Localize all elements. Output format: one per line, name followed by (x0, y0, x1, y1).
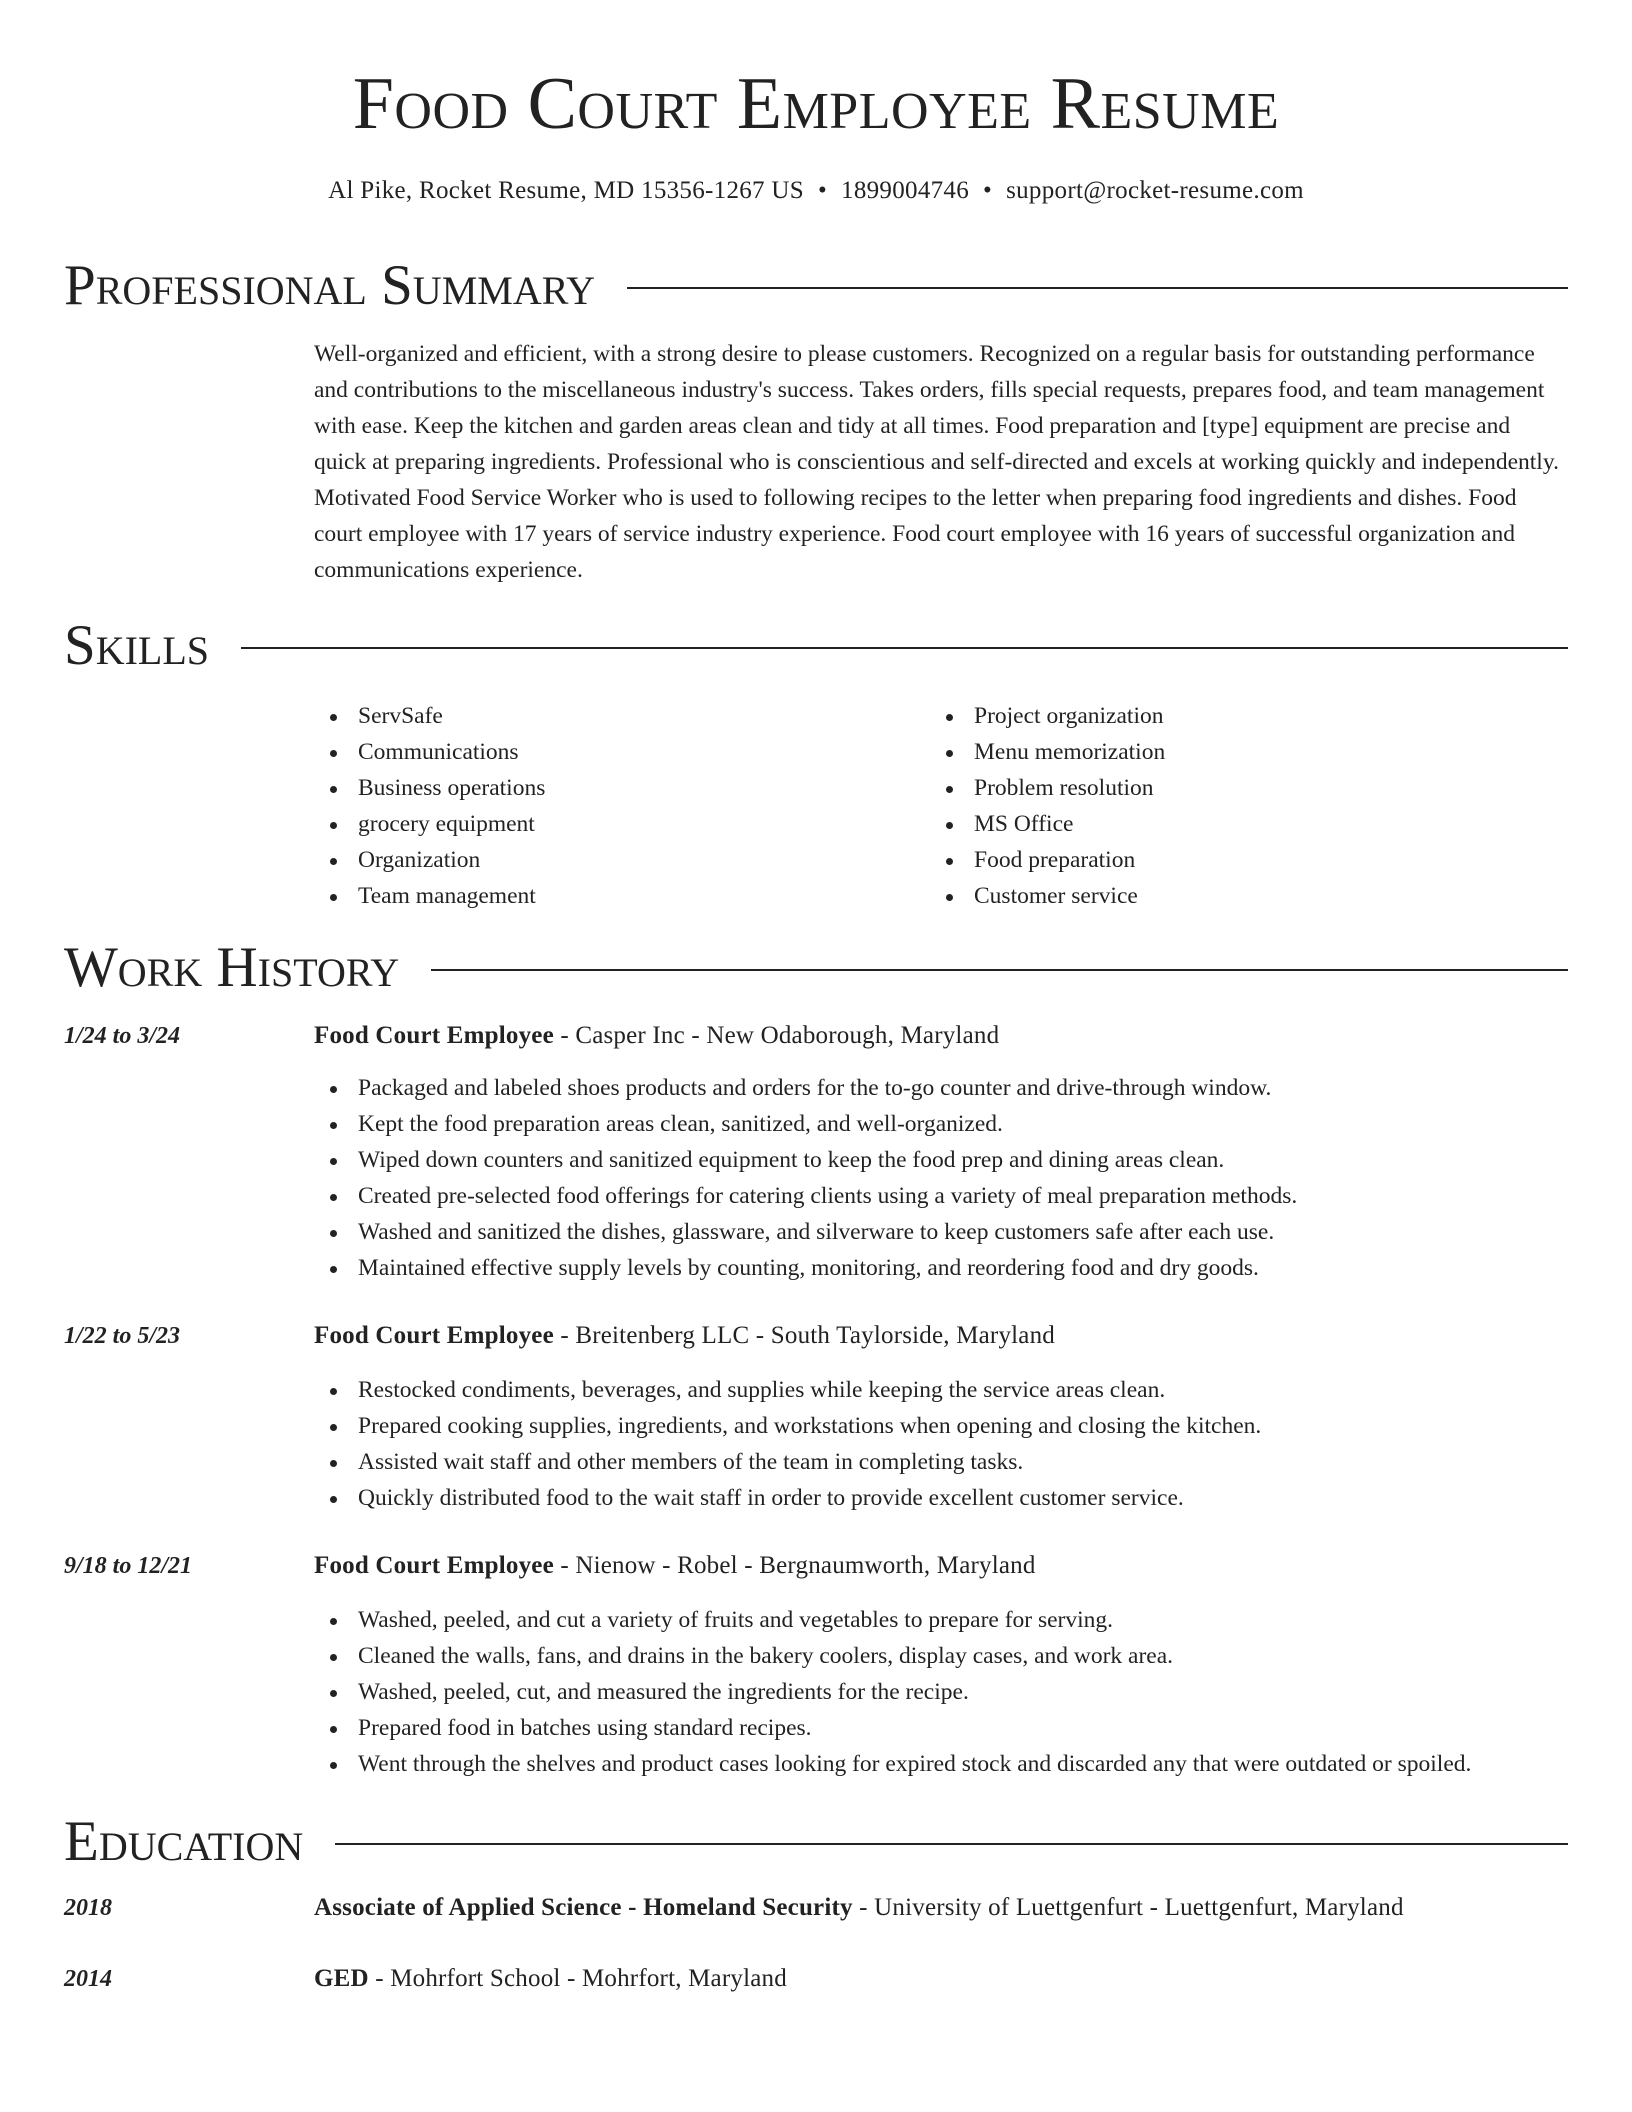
skill-item: Team management (314, 878, 930, 914)
duty-item: Washed, peeled, cut, and measured the ingredients for the recipe. (314, 1674, 1568, 1710)
job-title: Food Court Employee (314, 1322, 554, 1349)
job-dates: 1/24 to 3/24 (64, 1023, 181, 1049)
section-divider (241, 647, 1568, 649)
education-degree: GED (314, 1965, 369, 1992)
professional-summary: Well-organized and efficient, with a strong desire to please customers. Recognized on a regular basis for outstanding performance and contributions to the miscellaneous industry's success. Takes orders, fills special requests, prepares food, and team management with ease. Keep the kitchen and garden areas clean and tidy at all times. Food preparation and [type] equipment are precise and quick at preparing ingredients. Professional who is conscientious and self-directed and excels at working quickly and independently. Motivated Food Service Worker who is used to following recipes to the letter when preparing food ingredients and dishes. Food court employee with 17 years of service industry experience. Food court employee with 16 years of successful organization and communications experience. (314, 341, 1559, 583)
duty-item: Packaged and labeled shoes products and orders for the to-go counter and drive-through window. (314, 1070, 1568, 1106)
education-year: 2018 (64, 1895, 112, 1921)
section-divider (335, 1843, 1568, 1845)
section-work-header (64, 938, 1568, 998)
contact-separator: • (983, 177, 993, 204)
section-divider (431, 969, 1568, 971)
education-school: - Mohrfort School - Mohrfort, Maryland (368, 1965, 787, 1992)
duty-item: Washed and sanitized the dishes, glassware, and silverware to keep customers safe after each use. (314, 1214, 1568, 1250)
contact-line (0, 174, 1632, 208)
contact-phone: 1899004746 (841, 177, 970, 204)
education-heading (314, 1961, 1568, 1997)
skill-item: ServSafe (314, 698, 930, 734)
section-title: Skills (64, 614, 210, 677)
section-divider (627, 287, 1568, 289)
duty-item: Assisted wait staff and other members of the team in completing tasks. (314, 1444, 1568, 1480)
section-skills-header (64, 616, 1568, 676)
duty-item: Maintained effective supply levels by counting, monitoring, and reordering food and dry goods. (314, 1250, 1568, 1286)
education-degree: Associate of Applied Science - Homeland Security (314, 1894, 853, 1921)
skills-column-right (930, 698, 1546, 914)
job-employer: - Casper Inc - New Odaborough, Maryland (553, 1022, 1000, 1049)
section-title: Professional Summary (64, 254, 596, 317)
duty-item: Washed, peeled, and cut a variety of fruits and vegetables to prepare for serving. (314, 1602, 1568, 1638)
job-employer: - Breitenberg LLC - South Taylorside, Maryland (553, 1322, 1055, 1349)
duty-item: Kept the food preparation areas clean, sanitized, and well-organized. (314, 1106, 1568, 1142)
skills-column-left (314, 698, 930, 914)
duty-item: Prepared cooking supplies, ingredients, and workstations when opening and closing the kitchen. (314, 1408, 1568, 1444)
skill-item: Business operations (314, 770, 930, 806)
skills-list (314, 698, 1568, 914)
duty-item: Went through the shelves and product cases looking for expired stock and discarded any that were outdated or spoiled. (314, 1746, 1568, 1782)
job-employer: - Nienow - Robel - Bergnaumworth, Maryland (553, 1552, 1036, 1579)
skill-item: Organization (314, 842, 930, 878)
skill-item: Project organization (930, 698, 1546, 734)
duty-item: Quickly distributed food to the wait staff in order to provide excellent customer service. (314, 1480, 1568, 1516)
skill-item: Problem resolution (930, 770, 1546, 806)
section-summary-header (64, 256, 1568, 316)
contact-separator: • (817, 177, 828, 204)
section-title: Work History (64, 936, 400, 999)
duty-item: Prepared food in batches using standard recipes. (314, 1710, 1568, 1746)
job-title: Food Court Employee (314, 1022, 554, 1049)
section-education-header (64, 1812, 1568, 1872)
education-school: - University of Luettgenfurt - Luettgenfurt, Maryland (852, 1894, 1404, 1921)
job-heading (314, 1548, 1568, 1584)
contact-email[interactable]: support@rocket-resume.com (1006, 177, 1304, 204)
skill-item: Communications (314, 734, 930, 770)
section-title: Education (64, 1810, 304, 1873)
skill-item: Menu memorization (930, 734, 1546, 770)
education-year: 2014 (64, 1966, 112, 1992)
skill-item: Food preparation (930, 842, 1546, 878)
job-heading (314, 1018, 1568, 1054)
job-dates: 1/22 to 5/23 (64, 1323, 181, 1349)
duty-item: Cleaned the walls, fans, and drains in the bakery coolers, display cases, and work area. (314, 1638, 1568, 1674)
job-dates: 9/18 to 12/21 (64, 1553, 193, 1579)
job-duties (314, 1372, 1568, 1516)
education-heading (314, 1890, 1568, 1926)
duty-item: Restocked condiments, beverages, and supplies while keeping the service areas clean. (314, 1372, 1568, 1408)
skill-item: Customer service (930, 878, 1546, 914)
job-heading (314, 1318, 1568, 1354)
duty-item: Wiped down counters and sanitized equipment to keep the food prep and dining areas clean. (314, 1142, 1568, 1178)
job-duties (314, 1602, 1568, 1782)
duty-item: Created pre-selected food offerings for catering clients using a variety of meal preparation methods. (314, 1178, 1568, 1214)
contact-address: Al Pike, Rocket Resume, MD 15356-1267 US (328, 177, 804, 204)
job-title: Food Court Employee (314, 1552, 554, 1579)
resume-title: Food Court Employee Resume (352, 63, 1280, 145)
skill-item: MS Office (930, 806, 1546, 842)
job-duties (314, 1070, 1568, 1286)
skill-item: grocery equipment (314, 806, 930, 842)
